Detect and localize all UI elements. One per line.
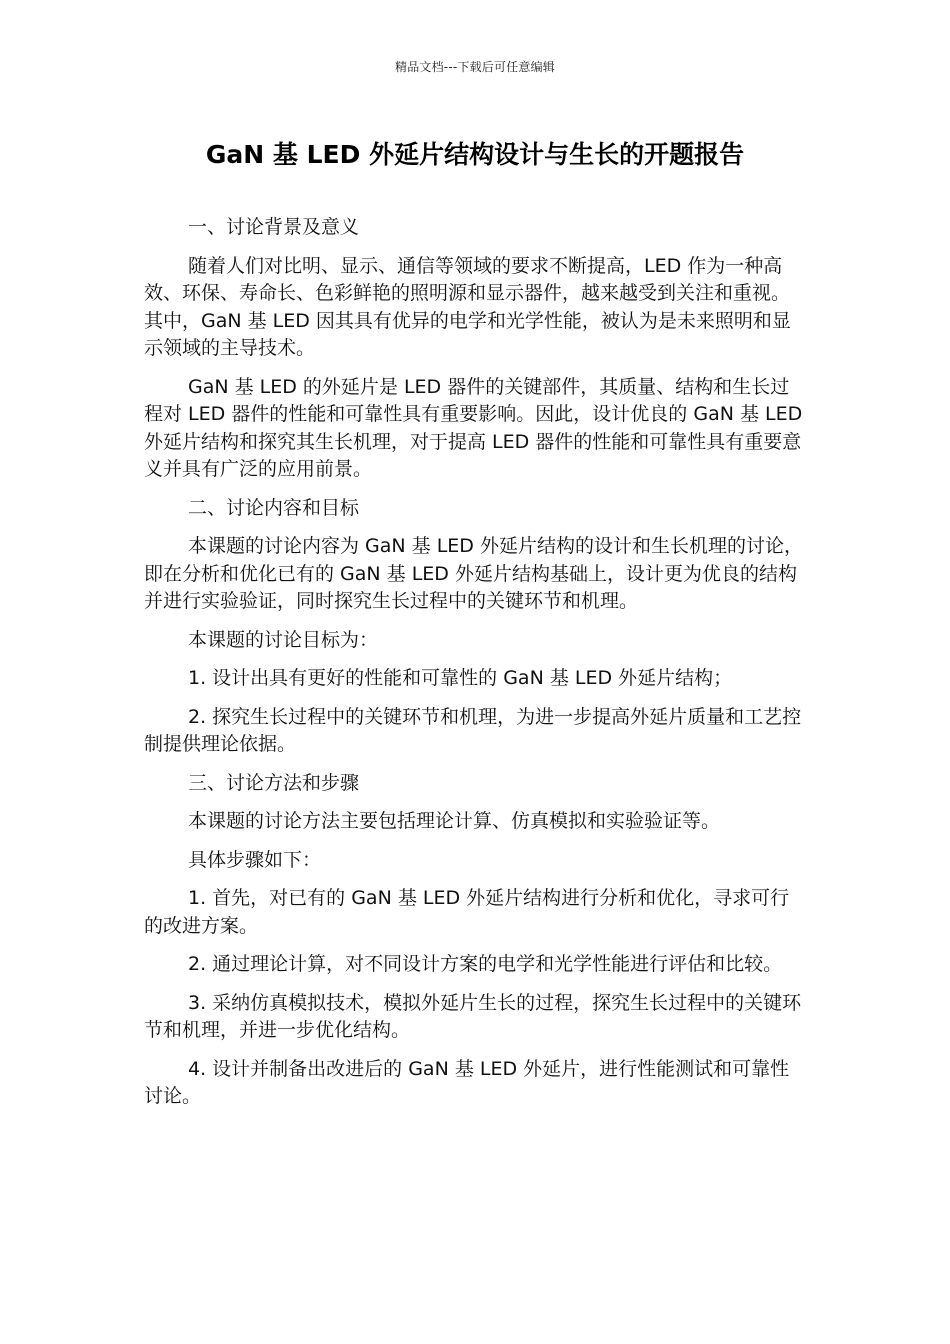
paragraph: 本课题的讨论目标为： (188, 628, 379, 651)
list-item: 1. 首先，对已有的 GaN 基 LED 外延片结构进行分析和优化，寻求可行的改进方案。 (144, 887, 790, 937)
paragraph: 具体步骤如下： (188, 848, 322, 871)
list-item: 2. 探究生长过程中的关键环节和机理，为进一步提高外延片质量和工艺控制提供理论依据。 (144, 705, 802, 755)
section-heading-method: 三、讨论方法和步骤 (188, 771, 360, 794)
section-heading-content: 二、讨论内容和目标 (188, 496, 360, 519)
paragraph: 本课题的讨论方法主要包括理论计算、仿真模拟和实验验证等。 (188, 810, 721, 832)
paragraph: 随着人们对比明、显示、通信等领域的要求不断提高，LED 作为一种高效、环保、寿命长、色彩鲜艳的照明源和显示器件，越来越受到关注和重视。其中，GaN 基 LED 因其具有优异的电学和光学性能，被认为是未来照明和显示领域的主导技术。 (144, 254, 791, 359)
list-item: 2. 通过理论计算，对不同设计方案的电学和光学性能进行评估和比较。 (188, 953, 783, 975)
list-item: 3. 采纳仿真模拟技术，模拟外延片生长的过程，探究生长过程中的关键环节和机理，并进一步优化结构。 (144, 991, 802, 1041)
section-heading-background: 一、讨论背景及意义 (188, 216, 360, 238)
list-item: 4. 设计并制备出改进后的 GaN 基 LED 外延片，进行性能测试和可靠性讨论。 (144, 1057, 790, 1107)
header-note: 精品文档---下载后可任意编辑 (395, 60, 555, 74)
paragraph: GaN 基 LED 的外延片是 LED 器件的关键部件，其质量、结构和生长过程对 LED 器件的性能和可靠性具有重要影响。因此，设计优良的 GaN 基 LED 外延片结构和探究其生长机理，对于提高 LED 器件的性能和可靠性具有重要意义并具有广泛的应用前景。 (144, 375, 803, 480)
list-item: 1. 设计出具有更好的性能和可靠性的 GaN 基 LED 外延片结构； (188, 667, 733, 689)
document-title: GaN 基 LED 外延片结构设计与生长的开题报告 (205, 140, 745, 169)
paragraph: 本课题的讨论内容为 GaN 基 LED 外延片结构的设计和生长机理的讨论，即在分析和优化已有的 GaN 基 LED 外延片结构基础上，设计更为优良的结构并进行实验验证，同时探究生长过程中的关键环节和机理。 (144, 535, 803, 612)
document-body (144, 214, 806, 1122)
